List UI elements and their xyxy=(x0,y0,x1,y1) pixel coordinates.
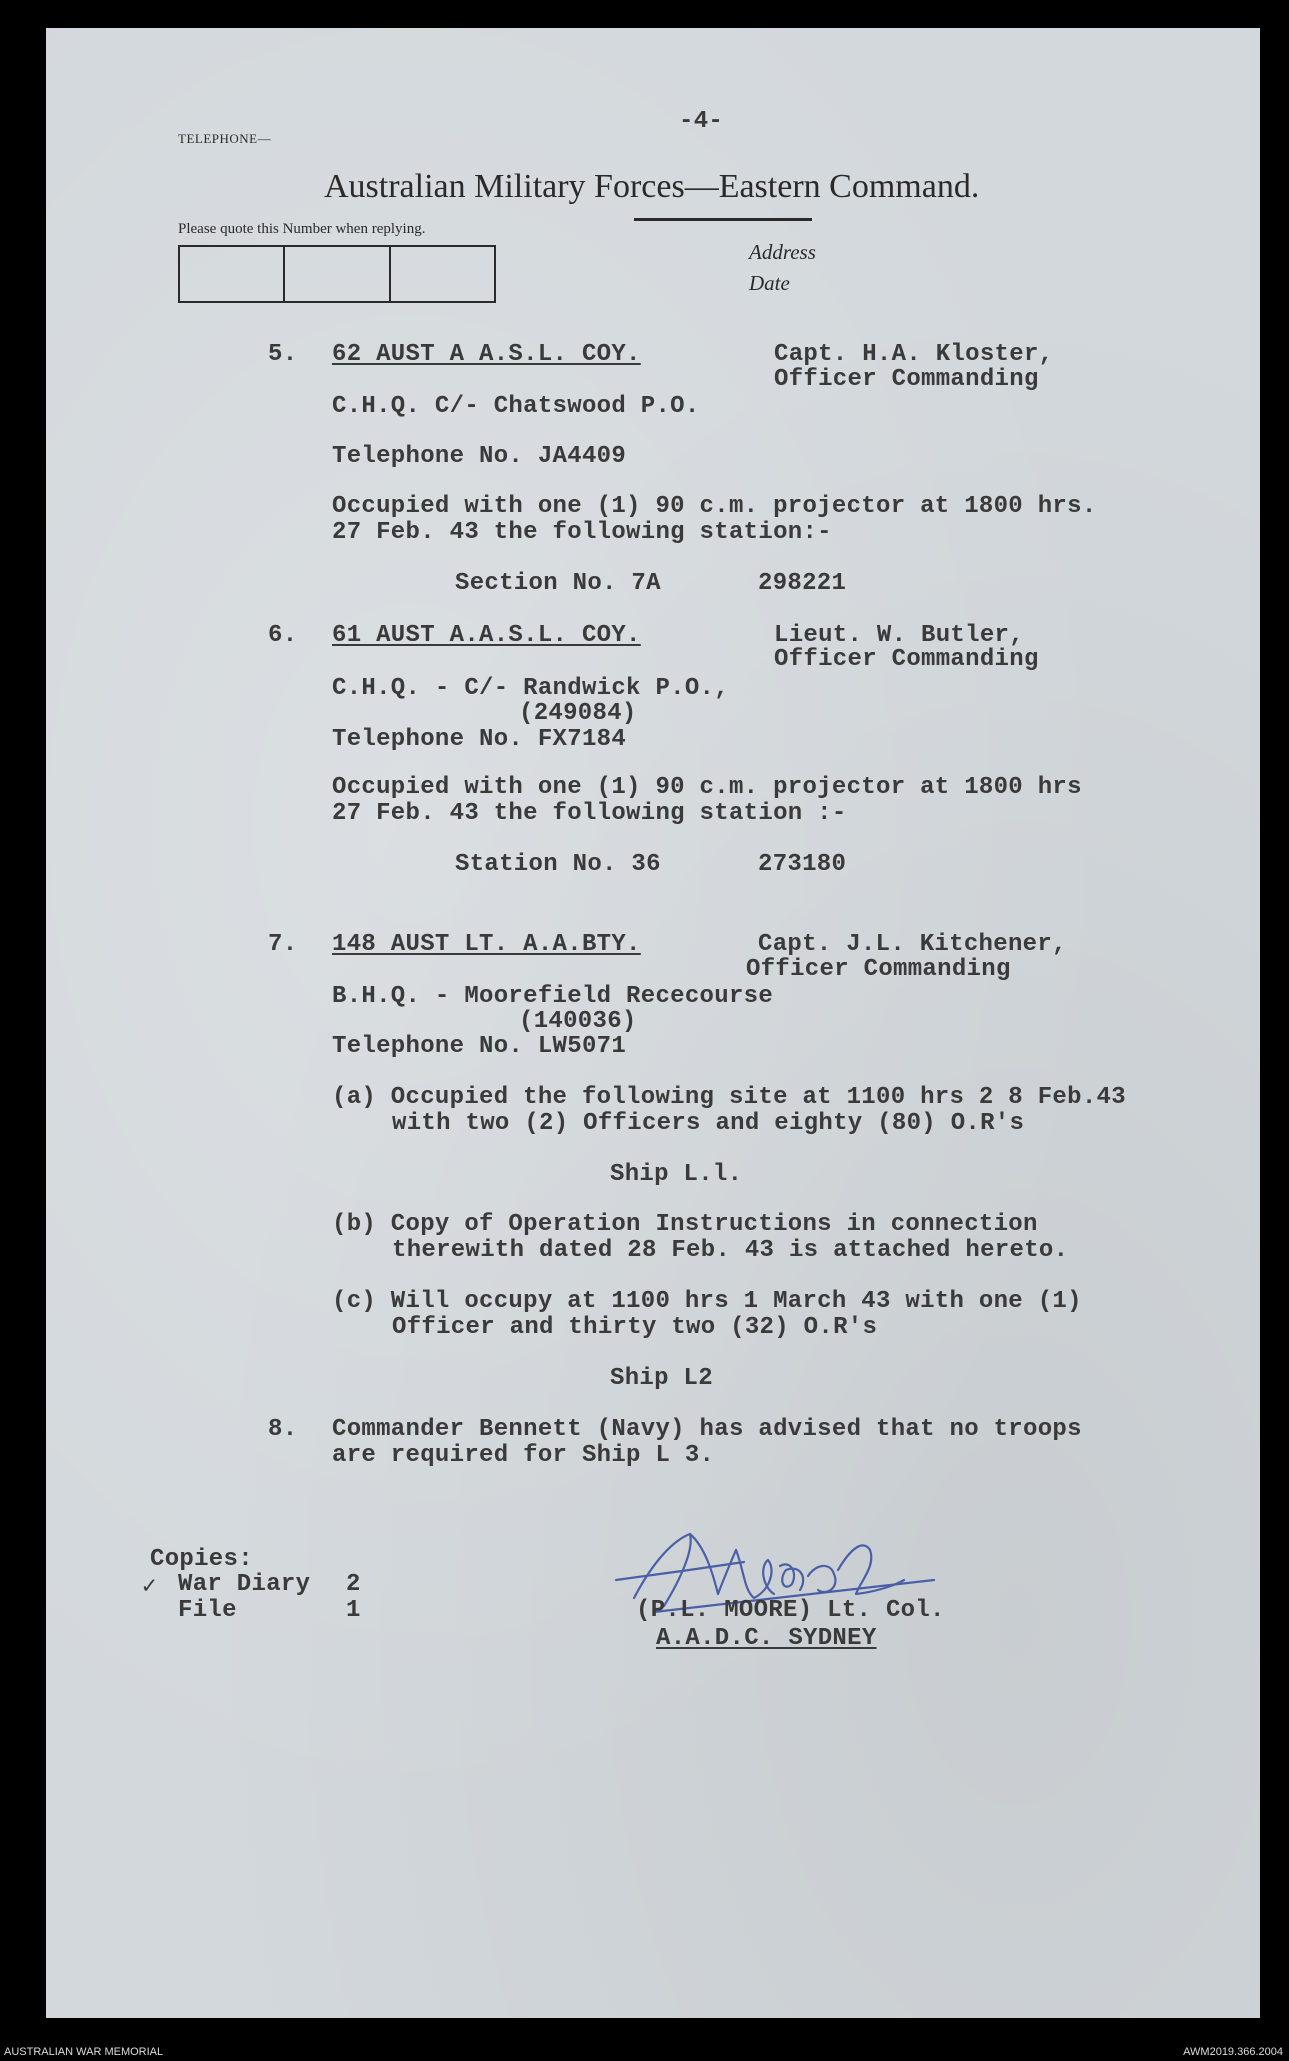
section-5-officer-role: Officer Commanding xyxy=(774,366,1039,393)
address-label: Address xyxy=(749,240,816,264)
footer-accession-number: AWM2019.366.2004 xyxy=(1183,2046,1283,2058)
section-5-number: 5. xyxy=(268,341,298,368)
section-6-station-ref: 273180 xyxy=(758,851,847,878)
section-7-unit: 148 AUST LT. A.A.BTY. xyxy=(332,931,641,958)
section-5-officer-name: Capt. H.A. Kloster, xyxy=(774,341,1054,368)
tick-mark: ✓ xyxy=(142,1574,157,1601)
signatory-name: (P.L. MOORE) Lt. Col. xyxy=(636,1597,945,1624)
section-8-line1: Commander Bennett (Navy) has advised that no troops xyxy=(332,1416,1082,1443)
reference-cell xyxy=(180,247,285,301)
section-6-occupied-line2: 27 Feb. 43 the following station :- xyxy=(332,800,847,827)
telephone-label: TELEPHONE— xyxy=(178,131,272,146)
section-5-unit: 62 AUST A A.S.L. COY. xyxy=(332,341,641,368)
reference-number-box xyxy=(178,245,496,303)
section-6-officer-role: Officer Commanding xyxy=(774,646,1039,673)
copies-item-file: File xyxy=(178,1597,237,1624)
signatory-title: A.A.D.C. SYDNEY xyxy=(656,1625,877,1652)
section-7-item-c-line1: (c) Will occupy at 1100 hrs 1 March 43 with one (1) xyxy=(332,1288,1082,1315)
copies-item-war-diary-count: 2 xyxy=(346,1571,361,1598)
section-7-officer-name: Capt. J.L. Kitchener, xyxy=(758,931,1067,958)
section-6-occupied-line1: Occupied with one (1) 90 c.m. projector at 1800 hrs xyxy=(332,774,1082,801)
copies-heading: Copies: xyxy=(150,1546,253,1573)
copies-item-war-diary: War Diary xyxy=(178,1571,311,1598)
section-6-station-label: Station No. 36 xyxy=(455,851,661,878)
section-7-hq-ref: (140036) xyxy=(519,1008,637,1035)
footer-institution: AUSTRALIAN WAR MEMORIAL xyxy=(4,2046,164,2058)
section-8-line2: are required for Ship L 3. xyxy=(332,1442,715,1469)
section-5-telephone: Telephone No. JA4409 xyxy=(332,443,627,470)
section-7-hq: B.H.Q. - Moorefield Rececourse xyxy=(332,983,774,1010)
section-7-item-a-line1: (a) Occupied the following site at 1100 hrs 2 8 Feb.43 xyxy=(332,1084,1126,1111)
section-7-item-b-line1: (b) Copy of Operation Instructions in connection xyxy=(332,1211,1038,1238)
section-5-station-label: Section No. 7A xyxy=(455,570,661,597)
section-7-item-a-line2: with two (2) Officers and eighty (80) O.R's xyxy=(392,1110,1025,1137)
section-6-telephone: Telephone No. FX7184 xyxy=(332,726,627,753)
copies-item-file-count: 1 xyxy=(346,1597,361,1624)
section-7-ship-1: Ship L.l. xyxy=(610,1161,743,1188)
section-7-telephone: Telephone No. LW5071 xyxy=(332,1033,627,1060)
section-5-occupied-line1: Occupied with one (1) 90 c.m. projector at 1800 hrs. xyxy=(332,493,1097,520)
section-6-number: 6. xyxy=(268,622,298,649)
date-label: Date xyxy=(749,271,790,295)
section-7-item-c-line2: Officer and thirty two (32) O.R's xyxy=(392,1314,878,1341)
heading-rule xyxy=(634,218,812,221)
document-page xyxy=(46,28,1260,2018)
reference-cell xyxy=(285,247,390,301)
section-7-officer-role: Officer Commanding xyxy=(746,956,1011,983)
section-6-hq-ref: (249084) xyxy=(519,700,637,727)
section-7-ship-2: Ship L2 xyxy=(610,1365,713,1392)
section-5-occupied-line2: 27 Feb. 43 the following station:- xyxy=(332,519,832,546)
section-6-hq: C.H.Q. - C/- Randwick P.O., xyxy=(332,675,729,702)
section-7-item-b-line2: therewith dated 28 Feb. 43 is attached hereto. xyxy=(392,1237,1069,1264)
section-5-station-ref: 298221 xyxy=(758,570,847,597)
section-6-officer-name: Lieut. W. Butler, xyxy=(774,622,1024,649)
letterhead-title: Australian Military Forces—Eastern Command. xyxy=(324,168,980,205)
section-6-unit: 61 AUST A.A.S.L. COY. xyxy=(332,622,641,649)
section-7-number: 7. xyxy=(268,931,298,958)
page-number: -4- xyxy=(679,108,724,135)
reference-cell xyxy=(391,247,494,301)
section-8-number: 8. xyxy=(268,1416,298,1443)
quote-number-note: Please quote this Number when replying. xyxy=(178,221,426,237)
section-5-hq: C.H.Q. C/- Chatswood P.O. xyxy=(332,393,700,420)
